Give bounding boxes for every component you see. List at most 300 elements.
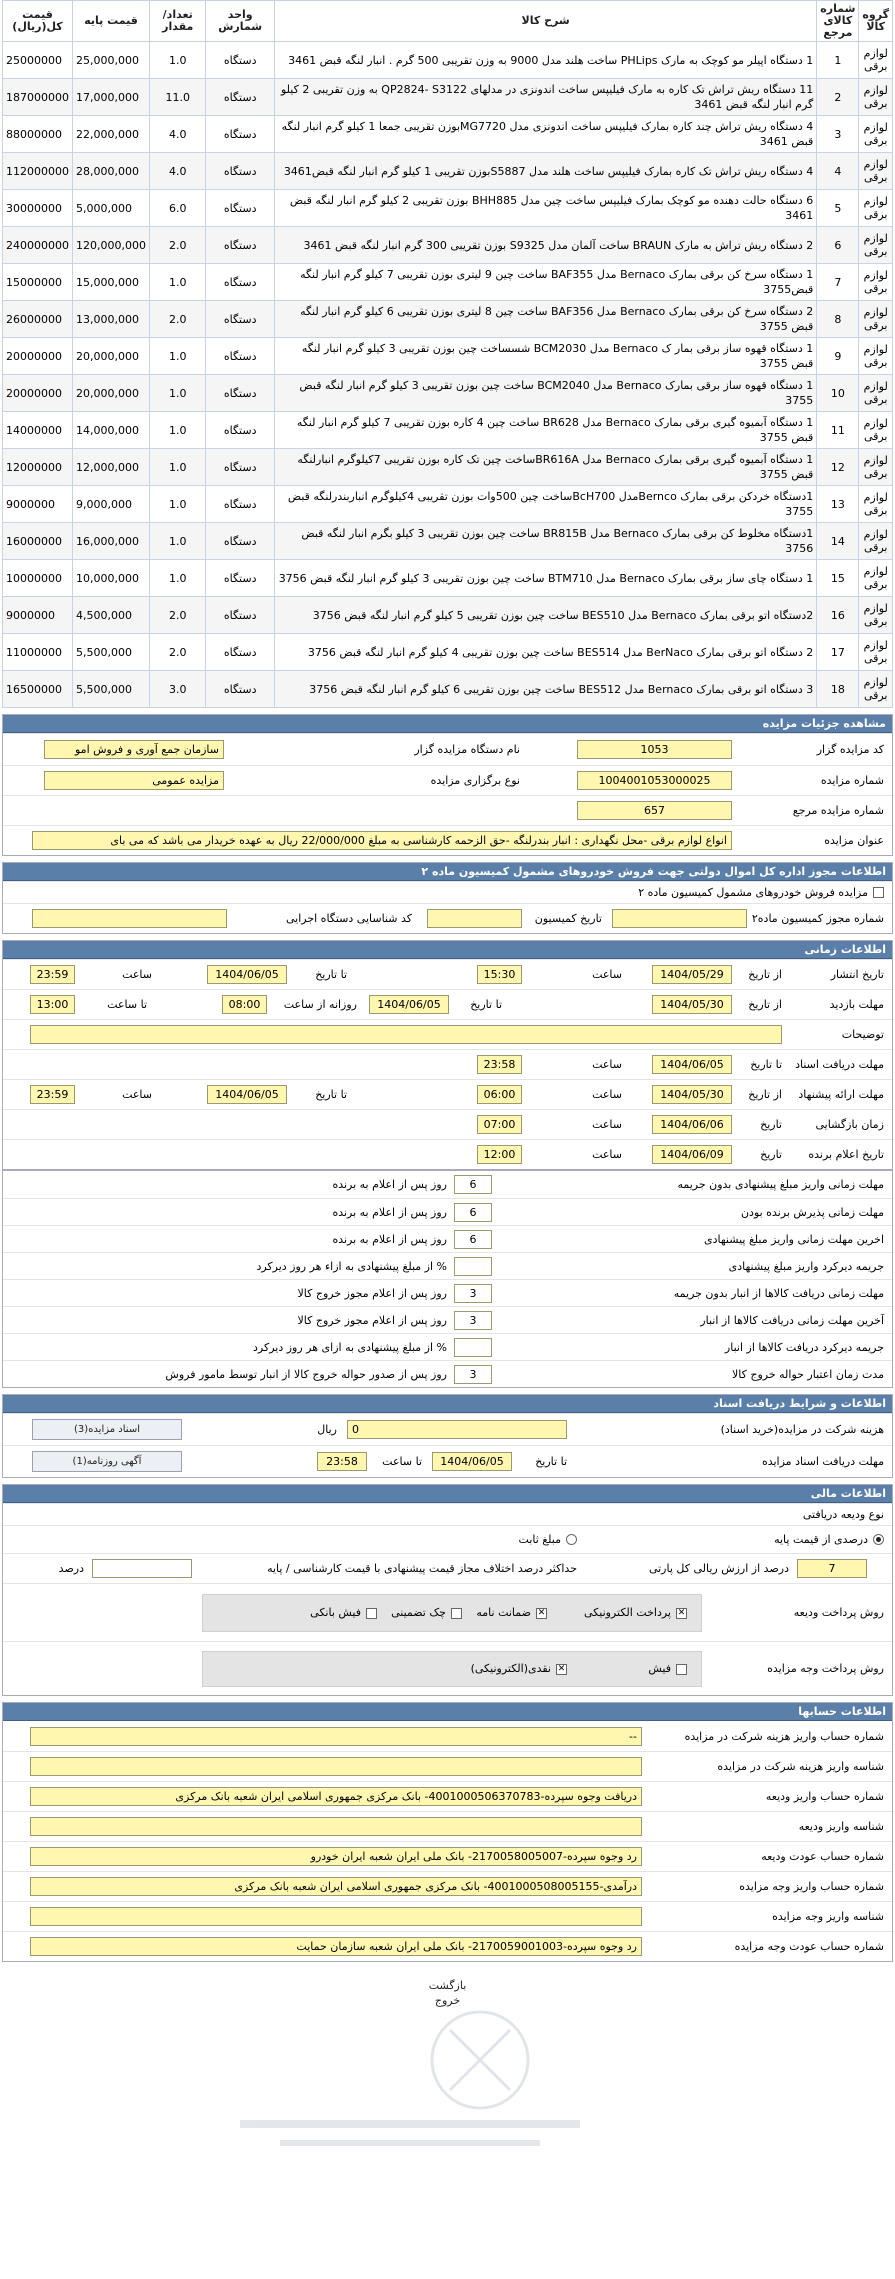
row-group: لوازم برقی xyxy=(859,116,893,153)
fee-label: هزینه شرکت در مزایده(خرید اسناد) xyxy=(720,1423,884,1436)
row-num: 17 xyxy=(817,634,859,671)
org-label: نام دستگاه مزایده گزار xyxy=(414,743,520,756)
row-group: لوازم برقی xyxy=(859,597,893,634)
col-unit: واحد شمارش xyxy=(206,1,274,42)
row-num: 18 xyxy=(817,671,859,708)
publish-to-time-field[interactable]: 23:59 xyxy=(30,965,75,984)
col-desc: شرح کالا xyxy=(274,1,816,42)
guarantee-label: ضمانت نامه xyxy=(476,1606,531,1619)
row-num: 12 xyxy=(817,449,859,486)
deadline-suffix: روز پس از اعلام به برنده xyxy=(332,1178,447,1191)
deadline-label: اخرین مهلت زمانی واریز مبلغ پیشنهادی xyxy=(704,1232,884,1246)
row-base: 9,000,000 xyxy=(73,486,150,523)
timing-section xyxy=(2,940,893,1170)
docs-to-label: تا تاریخ xyxy=(750,1058,782,1071)
row-unit: دستگاه xyxy=(206,560,274,597)
row-qty: 4.0 xyxy=(150,116,206,153)
exec-code-field[interactable] xyxy=(32,909,227,928)
row-qty: 3.0 xyxy=(150,671,206,708)
row-group: لوازم برقی xyxy=(859,79,893,116)
row-group: لوازم برقی xyxy=(859,42,893,79)
permit-field[interactable] xyxy=(612,909,747,928)
publish-time-field[interactable]: 15:30 xyxy=(477,965,522,984)
offer-to-field[interactable]: 1404/06/05 xyxy=(207,1085,287,1104)
receipt-label: فیش بانکی xyxy=(310,1606,361,1619)
items-table xyxy=(2,0,893,708)
deadline-label: مدت زمان اعتبار حواله خروج کالا xyxy=(732,1367,884,1381)
pct-radio[interactable] xyxy=(873,1534,884,1545)
publish-from-label: از تاریخ xyxy=(748,968,782,981)
deadline-value-field[interactable] xyxy=(454,1338,492,1357)
row-total: 88000000 xyxy=(3,116,73,153)
type-field[interactable]: مزایده عمومی xyxy=(44,771,224,790)
electronic-checkbox[interactable]: ✕ xyxy=(677,1608,686,1618)
table-row xyxy=(3,375,893,412)
ref-field[interactable]: 657 xyxy=(577,801,732,820)
license-checkbox[interactable] xyxy=(873,887,884,898)
accounts-section xyxy=(2,1702,893,1962)
row-desc: 6 دستگاه حالت دهنده مو کوچک بمارک فیلیپس ساخت چین مدل BHH885 بوزن تقریبی 2 کیلو گرم انبار لنگه قبض 3461 xyxy=(274,190,816,227)
row-total: 12000000 xyxy=(3,449,73,486)
type-label: نوع برگزاری مزایده xyxy=(430,774,520,787)
fish-label: فیش xyxy=(648,1662,671,1675)
row-desc: 2 دستگاه اتو برقی بمارک BerNaco مدل BES514 ساخت چین بوزن تقریبی 4 کیلو گرم انبار لنگه قبض 3756 xyxy=(274,634,816,671)
deadline-value-field[interactable]: 6 xyxy=(454,1203,492,1222)
publish-to-time-label: ساعت xyxy=(122,968,152,981)
row-qty: 1.0 xyxy=(150,560,206,597)
row-unit: دستگاه xyxy=(206,412,274,449)
row-base: 28,000,000 xyxy=(73,153,150,190)
cash-label: نقدی(الکترونیکی) xyxy=(470,1662,551,1675)
table-row xyxy=(3,671,893,708)
row-num: 4 xyxy=(817,153,859,190)
deadline-label: جریمه دیرکرد واریز مبلغ پیشنهادی xyxy=(728,1259,884,1273)
offer-to-label: تا تاریخ xyxy=(315,1088,347,1101)
deadline-label: مهلت زمانی واریز مبلغ پیشنهادی بدون جریمه xyxy=(677,1178,884,1191)
row-desc: 1 دستگاه چای ساز برقی بمارک Bernaco مدل BTM710 ساخت چین بوزن تقریبی 3 کیلو گرم انبار لنگه قبض 3756 xyxy=(274,560,816,597)
visit-label: مهلت بازدید xyxy=(829,998,884,1011)
row-qty: 2.0 xyxy=(150,227,206,264)
row-base: 20,000,000 xyxy=(73,338,150,375)
docs-date-field[interactable]: 1404/06/05 xyxy=(432,1452,512,1471)
visit-to-field[interactable]: 1404/06/05 xyxy=(369,995,449,1014)
account-field[interactable] xyxy=(30,1757,642,1776)
row-total: 9000000 xyxy=(3,597,73,634)
commission-date-field[interactable] xyxy=(427,909,522,928)
row-unit: دستگاه xyxy=(206,375,274,412)
deadline-value-field[interactable]: 3 xyxy=(454,1365,492,1384)
auction-details-section xyxy=(2,714,893,856)
publish-time-label: ساعت xyxy=(592,968,622,981)
publish-label: تاریخ انتشار xyxy=(830,968,884,981)
pct-field[interactable]: 7 xyxy=(797,1559,867,1578)
row-qty: 1.0 xyxy=(150,486,206,523)
cheque-checkbox[interactable] xyxy=(451,1608,462,1619)
finance-section xyxy=(2,1484,893,1696)
row-total: 25000000 xyxy=(3,42,73,79)
code-label: کد مزایده گزار xyxy=(816,743,884,756)
row-desc: 1 دستگاه آبمیوه گیری برقی بمارک Bernaco مدل BR616Aساخت چین تک کاره بوزن تقریبی 7کیلوگرم انبارلنگه قبض 3755 xyxy=(274,449,816,486)
offer-time-from-field[interactable]: 06:00 xyxy=(477,1085,522,1104)
row-desc: 1 دستگاه اپیلر مو کوچک به مارک PHLips ساخت هلند مدل 9000 به وزن تقریبی 500 گرم . انبار لنگه قبض 3461 xyxy=(274,42,816,79)
exec-code-label: کد شناسایی دستگاه اجرایی xyxy=(285,912,412,925)
deadline-suffix: % از مبلغ پیشنهادی به ازای هر روز دیرکرد xyxy=(253,1340,447,1354)
timing-title: اطلاعات زمانی xyxy=(3,941,892,959)
row-base: 20,000,000 xyxy=(73,375,150,412)
row-base: 13,000,000 xyxy=(73,301,150,338)
row-desc: 4 دستگاه ریش تراش تک کاره بمارک فیلیپس ساخت هلند مدل S5887بوزن تقریبی 1 کیلو گرم انبار لنگه قبض3461 xyxy=(274,153,816,190)
account-field[interactable]: رد وجوه سپرده-2170058005007- بانک ملی ایران شعبه ایران خودرو xyxy=(30,1847,642,1866)
winner-time-label: ساعت xyxy=(592,1148,622,1161)
row-group: لوازم برقی xyxy=(859,412,893,449)
row-desc: 1دستگاه مخلوط کن برقی بمارک Bernaco مدل BR815B ساخت چین بوزن تقریبی 3 کیلو بگرم انبار لنگه قبض 3756 xyxy=(274,523,816,560)
row-unit: دستگاه xyxy=(206,338,274,375)
row-desc: 1 دستگاه قهوه ساز برقی بمارک Bernaco مدل BCM2040 ساخت چین بوزن تقریبی 3 کیلو گرم انبار لنگه قبض 3755 xyxy=(274,375,816,412)
row-qty: 6.0 xyxy=(150,190,206,227)
row-total: 9000000 xyxy=(3,486,73,523)
account-label: شماره حساب عودت وجه مزایده xyxy=(734,1940,884,1953)
subject-label: عنوان مزایده xyxy=(824,834,884,847)
account-field[interactable]: درآمدی-4001000508005155- بانک مرکزی جمهوری اسلامی ایران شعبه بانک مرکزی xyxy=(30,1877,642,1896)
row-base: 4,500,000 xyxy=(73,597,150,634)
account-field[interactable]: دریافت وجوه سپرده-4001000506370783- بانک مرکزی جمهوری اسلامی ایران شعبه بانک مرکزی xyxy=(30,1787,642,1806)
table-row xyxy=(3,153,893,190)
row-unit: دستگاه xyxy=(206,227,274,264)
docs-deadline-label: مهلت دریافت اسناد xyxy=(795,1058,884,1071)
row-desc: 4 دستگاه ریش تراش چند کاره بمارک فیلیپس ساخت اندونزی مدل MG7720بوزن تقریبی جمعا 1 کیلو گرم انبار لنگه قبض 3461 xyxy=(274,116,816,153)
row-qty: 2.0 xyxy=(150,634,206,671)
price-pay-label: روش پرداخت وجه مزایده xyxy=(767,1662,884,1675)
account-label: شماره حساب واریز ودیعه xyxy=(765,1790,884,1803)
row-group: لوازم برقی xyxy=(859,338,893,375)
row-desc: 2 دستگاه ریش تراش به مارک BRAUN ساخت آلمان مدل S9325 بوزن تقریبی 300 گرم انبار لنگه قبض 3461 xyxy=(274,227,816,264)
row-num: 14 xyxy=(817,523,859,560)
row-total: 20000000 xyxy=(3,375,73,412)
docs-section xyxy=(2,1394,893,1478)
row-total: 20000000 xyxy=(3,338,73,375)
row-desc: 1دستگاه خردکن برقی بمارک Berncoمدل BcH700ساخت چین 500وات بوزن تقریبی 4کیلوگرم انباربندرلنگه قبض 3755 xyxy=(274,486,816,523)
offer-time-to-field[interactable]: 23:59 xyxy=(30,1085,75,1104)
row-base: 17,000,000 xyxy=(73,79,150,116)
row-num: 10 xyxy=(817,375,859,412)
license-section xyxy=(2,862,893,934)
table-row xyxy=(3,486,893,523)
fee-field[interactable]: 0 xyxy=(347,1420,567,1439)
offer-from-label: از تاریخ xyxy=(748,1088,782,1101)
row-base: 25,000,000 xyxy=(73,42,150,79)
visit-to-label: تا تاریخ xyxy=(470,998,502,1011)
pct-suffix: درصد از ارزش ریالی کل پارتی xyxy=(648,1562,789,1575)
license-check-label: مزایده فروش خودروهای مشمول کمیسیون ماده ۲ xyxy=(638,886,868,899)
row-qty: 1.0 xyxy=(150,338,206,375)
row-qty: 11.0 xyxy=(150,79,206,116)
table-row xyxy=(3,338,893,375)
row-qty: 4.0 xyxy=(150,153,206,190)
price-pay-box xyxy=(202,1651,702,1687)
table-row xyxy=(3,116,893,153)
diff-label: حداکثر درصد اختلاف مجاز قیمت پیشنهادی با قیمت کارشناسی / پایه xyxy=(267,1562,577,1575)
row-num: 9 xyxy=(817,338,859,375)
guarantee-checkbox[interactable]: ✕ xyxy=(537,1608,546,1618)
account-label: شناسه واریز وجه مزایده xyxy=(772,1910,884,1923)
row-total: 15000000 xyxy=(3,264,73,301)
row-base: 5,500,000 xyxy=(73,634,150,671)
winner-date-field[interactable]: 1404/06/09 xyxy=(652,1145,732,1164)
row-num: 2 xyxy=(817,79,859,116)
offer-to-time-label: ساعت xyxy=(122,1088,152,1101)
fee-rial-label: ریال xyxy=(317,1423,337,1436)
row-unit: دستگاه xyxy=(206,634,274,671)
table-row xyxy=(3,523,893,560)
row-total: 187000000 xyxy=(3,79,73,116)
row-num: 11 xyxy=(817,412,859,449)
pct-label: درصدی از قیمت پایه xyxy=(774,1533,868,1546)
finance-title: اطلاعات مالی xyxy=(3,1485,892,1503)
row-group: لوازم برقی xyxy=(859,301,893,338)
row-unit: دستگاه xyxy=(206,597,274,634)
row-total: 26000000 xyxy=(3,301,73,338)
deadline-label: مهلت زمانی پذیرش برنده بودن xyxy=(740,1205,884,1219)
docs-to-field[interactable]: 1404/06/05 xyxy=(652,1055,732,1074)
visit-daily-label: روزانه از ساعت xyxy=(283,998,357,1011)
row-total: 16000000 xyxy=(3,523,73,560)
row-base: 22,000,000 xyxy=(73,116,150,153)
org-field[interactable]: سازمان جمع آوری و فروش امو xyxy=(44,740,224,759)
newspaper-ad-button[interactable]: آگهی روزنامه(1) xyxy=(32,1451,182,1472)
row-desc: 1 دستگاه قهوه ساز برقی بمار ک Bernaco مدل BCM2030 شسساخت چین بوزن تقریبی 3 کیلو گرم انبار لنگه قبض 3755 xyxy=(274,338,816,375)
docs-time-label: ساعت xyxy=(592,1058,622,1071)
row-desc: 2دستگاه اتو برقی بمارک Bernaco مدل BES510 ساخت چین بوزن تقریبی 5 کیلو گرم انبار لنگه قبض 3756 xyxy=(274,597,816,634)
col-total: قیمت کل(ریال) xyxy=(3,1,73,42)
row-num: 15 xyxy=(817,560,859,597)
table-row xyxy=(3,227,893,264)
row-desc: 11 دستگاه ریش تراش تک کاره به مارک فیلیپس ساخت اندونزی در مدلهای QP2824- S3122 به وزن تقریبی 2 کیلو گرم انبار لنگه قبض 3461 xyxy=(274,79,816,116)
row-num: 5 xyxy=(817,190,859,227)
fixed-label: مبلغ ثابت xyxy=(518,1533,561,1546)
docs-to-time-label: تا ساعت xyxy=(382,1455,422,1468)
row-qty: 1.0 xyxy=(150,412,206,449)
row-group: لوازم برقی xyxy=(859,375,893,412)
deadline-value-field[interactable]: 3 xyxy=(454,1284,492,1303)
row-num: 6 xyxy=(817,227,859,264)
visit-time-from-field[interactable]: 08:00 xyxy=(222,995,267,1014)
row-total: 14000000 xyxy=(3,412,73,449)
row-unit: دستگاه xyxy=(206,79,274,116)
row-qty: 1.0 xyxy=(150,375,206,412)
deadline-label: جریمه دیرکرد دریافت کالاها از انبار xyxy=(724,1340,884,1354)
row-num: 8 xyxy=(817,301,859,338)
account-field[interactable] xyxy=(30,1817,642,1836)
row-group: لوازم برقی xyxy=(859,634,893,671)
offer-from-field[interactable]: 1404/05/30 xyxy=(652,1085,732,1104)
row-base: 12,000,000 xyxy=(73,449,150,486)
deadline-value-field[interactable]: 6 xyxy=(454,1175,492,1194)
row-group: لوازم برقی xyxy=(859,486,893,523)
visit-to-time-label: تا ساعت xyxy=(107,998,147,1011)
publish-to-label: تا تاریخ xyxy=(315,968,347,981)
row-base: 16,000,000 xyxy=(73,523,150,560)
row-group: لوازم برقی xyxy=(859,560,893,597)
permit-label: شماره مجوز کمیسیون ماده۲ xyxy=(751,912,884,925)
row-num: 1 xyxy=(817,42,859,79)
account-field[interactable]: رد وجوه سپرده-2170059001003- بانک ملی ایران شعبه سازمان حمایت xyxy=(30,1937,642,1956)
deadline-suffix: روز پس از اعلام مجوز خروج کالا xyxy=(297,1286,447,1300)
row-qty: 1.0 xyxy=(150,449,206,486)
winner-label: تاریخ اعلام برنده xyxy=(808,1148,884,1161)
auction-details-title: مشاهده جزئیات مزایده xyxy=(3,715,892,733)
col-base: قیمت پایه xyxy=(73,1,150,42)
row-desc: 1 دستگاه سرخ کن برقی بمارک Bernaco مدل BAF355 ساخت چین 9 لیتری بوزن تقریبی 7 کیلو گرم انبار لنگه قبض3755 xyxy=(274,264,816,301)
row-unit: دستگاه xyxy=(206,190,274,227)
open-date-label: تاریخ xyxy=(760,1118,782,1131)
row-num: 13 xyxy=(817,486,859,523)
fixed-radio[interactable] xyxy=(566,1534,577,1545)
row-total: 16500000 xyxy=(3,671,73,708)
publish-to-field[interactable]: 1404/06/05 xyxy=(207,965,287,984)
commission-date-label: تاریخ کمیسیون xyxy=(534,912,602,925)
cheque-label: چک تضمینی xyxy=(391,1606,446,1619)
docs-download-button[interactable]: اسناد مزایده(3) xyxy=(32,1419,182,1440)
row-base: 15,000,000 xyxy=(73,264,150,301)
code-field[interactable]: 1053 xyxy=(577,740,732,759)
row-base: 5,000,000 xyxy=(73,190,150,227)
open-time-field[interactable]: 07:00 xyxy=(477,1115,522,1134)
row-unit: دستگاه xyxy=(206,523,274,560)
number-label: شماره مزایده xyxy=(820,774,884,787)
row-desc: 2 دستگاه سرخ کن برقی بمارک Bernaco مدل BAF356 ساخت چین 8 لیتری بوزن تقریبی 6 کیلو گرم انبار لنگه قبض 3755 xyxy=(274,301,816,338)
table-row xyxy=(3,449,893,486)
notes-label: توضیحات xyxy=(841,1028,884,1041)
account-label: شماره حساب واریز وجه مزایده xyxy=(739,1880,884,1893)
docs-time-field[interactable]: 23:58 xyxy=(477,1055,522,1074)
deadline-suffix: روز پس از صدور حواله خروج کالا از انبار توسط مامور فروش xyxy=(165,1367,447,1381)
deadline-suffix: روز پس از اعلام به برنده xyxy=(332,1205,447,1219)
deposit-type-label: نوع ودیعه دریافتی xyxy=(802,1508,884,1521)
offer-time-label: ساعت xyxy=(592,1088,622,1101)
row-total: 11000000 xyxy=(3,634,73,671)
deadline-value-field[interactable]: 6 xyxy=(454,1230,492,1249)
table-row xyxy=(3,264,893,301)
publish-from-field[interactable]: 1404/05/29 xyxy=(652,965,732,984)
visit-from-field[interactable]: 1404/05/30 xyxy=(652,995,732,1014)
deadline-label: مهلت زمانی دریافت کالاها از انبار بدون جریمه xyxy=(673,1286,884,1300)
row-qty: 2.0 xyxy=(150,301,206,338)
deadlines-section xyxy=(2,1170,893,1388)
offer-label: مهلت ارائه پیشنهاد xyxy=(798,1088,884,1101)
row-total: 30000000 xyxy=(3,190,73,227)
row-unit: دستگاه xyxy=(206,42,274,79)
footer-links xyxy=(2,1978,893,2008)
open-date-field[interactable]: 1404/06/06 xyxy=(652,1115,732,1134)
row-qty: 1.0 xyxy=(150,42,206,79)
deadline-suffix: % از مبلغ پیشنهادی به ازاء هر روز دیرکرد xyxy=(256,1259,447,1273)
notes-field[interactable] xyxy=(30,1025,782,1044)
table-row xyxy=(3,412,893,449)
deadline-value-field[interactable] xyxy=(454,1257,492,1276)
row-qty: 2.0 xyxy=(150,597,206,634)
visit-time-to-field[interactable]: 13:00 xyxy=(30,995,75,1014)
row-group: لوازم برقی xyxy=(859,264,893,301)
row-num: 3 xyxy=(817,116,859,153)
electronic-label: پرداخت الکترونیکی xyxy=(584,1606,671,1619)
account-label: شماره حساب واریز هزینه شرکت در مزایده xyxy=(684,1729,884,1743)
row-base: 5,500,000 xyxy=(73,671,150,708)
row-unit: دستگاه xyxy=(206,264,274,301)
account-field[interactable] xyxy=(30,1907,642,1926)
docs-title: اطلاعات و شرایط دریافت اسناد xyxy=(3,1395,892,1413)
row-desc: 3 دستگاه اتو برقی بمارک Bernaco مدل BES512 ساخت چین بوزن تقریبی 6 کیلو گرم انبار لنگه قبض 3756 xyxy=(274,671,816,708)
docs-time2-field[interactable]: 23:58 xyxy=(317,1452,367,1471)
table-row xyxy=(3,597,893,634)
deadline-suffix: روز پس از اعلام مجوز خروج کالا xyxy=(297,1313,447,1327)
cash-checkbox[interactable]: ✕ xyxy=(557,1664,566,1674)
row-desc: 1 دستگاه آبمیوه گیری برقی بمارک Bernaco مدل BR628 ساخت چین 4 کاره بوزن تقریبی 7 کیلو گرم انبار لنگه قبض 3755 xyxy=(274,412,816,449)
fish-checkbox[interactable] xyxy=(676,1664,687,1675)
row-group: لوازم برقی xyxy=(859,671,893,708)
row-unit: دستگاه xyxy=(206,449,274,486)
deadline-suffix: روز پس از اعلام به برنده xyxy=(332,1232,447,1246)
back-link[interactable]: بازگشت xyxy=(428,1979,467,1992)
receipt-checkbox[interactable] xyxy=(366,1608,377,1619)
license-title: اطلاعات مجوز اداره کل اموال دولتی جهت فروش خودروهای مشمول کمیسیون ماده ۲ xyxy=(3,863,892,881)
table-row xyxy=(3,42,893,79)
table-row xyxy=(3,79,893,116)
table-row xyxy=(3,634,893,671)
row-group: لوازم برقی xyxy=(859,227,893,264)
diff-suffix: درصد xyxy=(58,1562,84,1575)
table-row xyxy=(3,301,893,338)
row-unit: دستگاه xyxy=(206,486,274,523)
subject-field[interactable]: انواع لوازم برقی -محل نگهداری : انبار بندرلنگه -حق الزحمه کارشناسی به مبلغ 22/000/000 ریال به عهده خریدار می باشد که می بای xyxy=(32,831,732,850)
row-total: 10000000 xyxy=(3,560,73,597)
row-unit: دستگاه xyxy=(206,153,274,190)
deadline-value-field[interactable]: 3 xyxy=(454,1311,492,1330)
col-group: گروه کالا xyxy=(859,1,893,42)
diff-field[interactable] xyxy=(92,1559,192,1578)
account-label: شناسه واریز ودیعه xyxy=(798,1820,884,1833)
row-qty: 1.0 xyxy=(150,264,206,301)
row-base: 120,000,000 xyxy=(73,227,150,264)
open-label: زمان بازگشایی xyxy=(815,1118,884,1131)
row-total: 112000000 xyxy=(3,153,73,190)
row-unit: دستگاه xyxy=(206,671,274,708)
docs-to-date-label: تا تاریخ xyxy=(535,1455,567,1468)
row-base: 10,000,000 xyxy=(73,560,150,597)
row-group: لوازم برقی xyxy=(859,190,893,227)
docs-deadline2-label: مهلت دریافت اسناد مزایده xyxy=(761,1455,884,1468)
winner-time-field[interactable]: 12:00 xyxy=(477,1145,522,1164)
ref-label: شماره مزایده مرجع xyxy=(792,804,884,817)
watermark-logo-icon xyxy=(220,2000,600,2200)
deadline-label: آخرین مهلت زمانی دریافت کالاها از انبار xyxy=(700,1313,884,1327)
row-group: لوازم برقی xyxy=(859,153,893,190)
account-label: شماره حساب عودت ودیعه xyxy=(761,1850,884,1863)
row-num: 16 xyxy=(817,597,859,634)
col-ref: شماره کالای مرجع xyxy=(817,1,859,42)
row-base: 14,000,000 xyxy=(73,412,150,449)
table-row xyxy=(3,190,893,227)
table-row xyxy=(3,560,893,597)
accounts-title: اطلاعات حسابها xyxy=(3,1703,892,1721)
account-field[interactable]: -- xyxy=(30,1727,642,1746)
row-group: لوازم برقی xyxy=(859,449,893,486)
row-unit: دستگاه xyxy=(206,116,274,153)
exit-link[interactable]: خروج xyxy=(434,1994,461,2007)
open-time-label: ساعت xyxy=(592,1118,622,1131)
row-qty: 1.0 xyxy=(150,523,206,560)
number-field[interactable]: 1004001053000025 xyxy=(577,771,732,790)
deposit-pay-label: روش پرداخت ودیعه xyxy=(793,1606,884,1619)
